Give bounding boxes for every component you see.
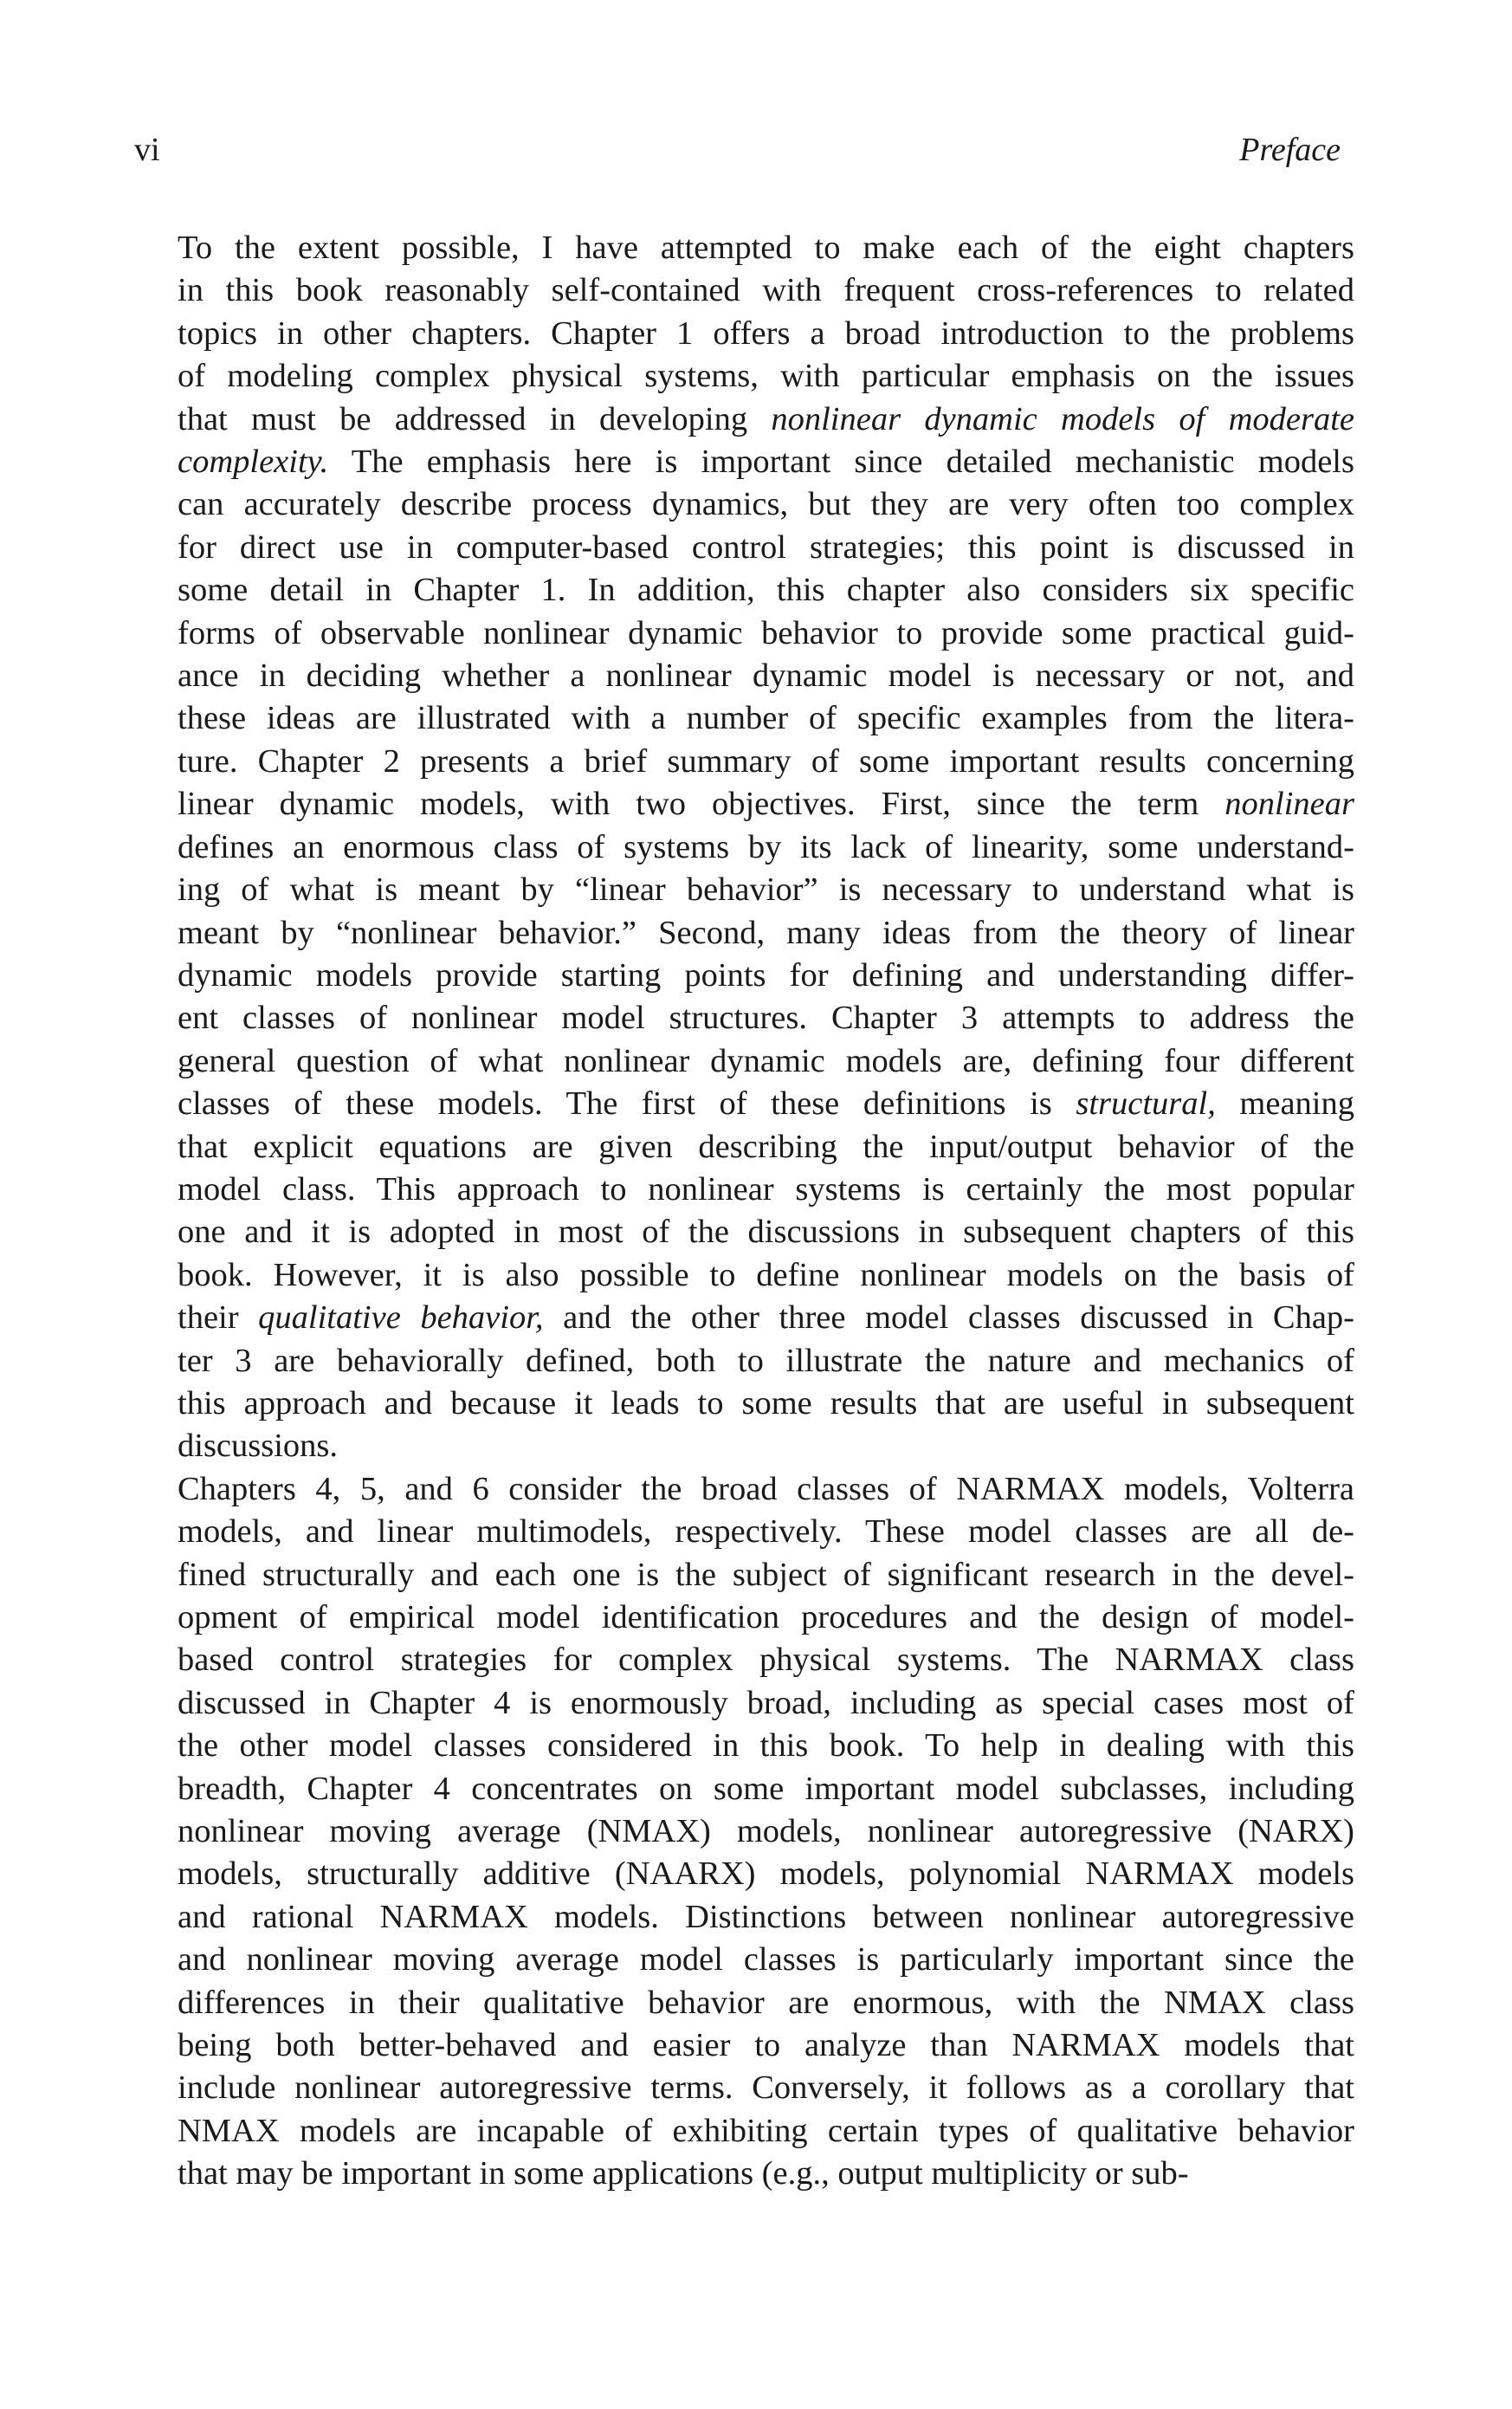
text-line bbox=[178, 1425, 1354, 1467]
text-run: their bbox=[178, 1299, 259, 1337]
text-run: meant by “nonlinear behavior.” Second, many ideas from the theory of linear bbox=[178, 914, 1354, 951]
text-line bbox=[178, 1896, 1354, 1939]
text-run: based control strategies for complex physical systems. The NARMAX class bbox=[178, 1642, 1354, 1679]
text-run: The emphasis here is important since detailed mechanistic models bbox=[328, 444, 1354, 481]
text-line bbox=[178, 955, 1354, 997]
text-line bbox=[178, 1768, 1354, 1810]
text-run: and the other three model classes discussed in Chap- bbox=[543, 1299, 1355, 1337]
text-run: include nonlinear autoregressive terms. Conversely, it follows as a corollary that bbox=[178, 2069, 1354, 2107]
text-run: classes of these models. The first of these definitions is bbox=[178, 1085, 1076, 1123]
text-run: for direct use in computer-based control strategies; this point is discussed in bbox=[178, 528, 1354, 566]
text-run: breadth, Chapter 4 concentrates on some important model subclasses, including bbox=[178, 1770, 1354, 1807]
text-line bbox=[178, 527, 1354, 569]
text-run: topics in other chapters. Chapter 1 offers a broad introduction to the problems bbox=[178, 314, 1354, 352]
text-line bbox=[178, 1596, 1354, 1639]
text-run: ter 3 are behaviorally defined, both to illustrate the nature and mechanics of bbox=[178, 1342, 1354, 1379]
text-run: general question of what nonlinear dynamic models are, defining four different bbox=[178, 1042, 1354, 1079]
text-run: opment of empirical model identification procedures and the design of model- bbox=[178, 1599, 1354, 1635]
text-line bbox=[178, 1682, 1354, 1725]
text-line bbox=[178, 1211, 1354, 1253]
text-line bbox=[178, 655, 1354, 697]
text-run: ture. Chapter 2 presents a brief summary of some important results concerning bbox=[178, 742, 1354, 780]
text-run: differences in their qualitative behavior are enormous, with the NMAX class bbox=[178, 1984, 1354, 2021]
text-run: the other model classes considered in this book. To help in dealing with this bbox=[178, 1727, 1354, 1765]
text-run: models, and linear multimodels, respectively. These model classes are all de- bbox=[178, 1513, 1354, 1551]
text-line bbox=[178, 1126, 1354, 1169]
text-run: model class. This approach to nonlinear systems is certainly the most popular bbox=[178, 1170, 1354, 1208]
text-line bbox=[178, 227, 1354, 269]
text-run: these ideas are illustrated with a number of specific examples from the litera- bbox=[178, 700, 1354, 737]
text-run: linear dynamic models, with two objectives. First, since the term bbox=[178, 786, 1225, 823]
text-run: Chapters 4, 5, and 6 consider the broad classes of NARMAX models, Volterra bbox=[178, 1470, 1354, 1507]
text-line bbox=[178, 1383, 1354, 1425]
text-line bbox=[178, 355, 1354, 398]
text-line bbox=[178, 1340, 1354, 1383]
text-line bbox=[178, 2024, 1354, 2067]
text-line bbox=[178, 1939, 1354, 1981]
text-run: complexity. bbox=[178, 444, 329, 481]
text-run: meaning bbox=[1215, 1085, 1354, 1123]
text-run: discussed in Chapter 4 is enormously broad, including as special cases most of bbox=[178, 1684, 1354, 1721]
text-line bbox=[178, 1554, 1354, 1596]
text-line bbox=[178, 313, 1354, 355]
text-line bbox=[178, 1725, 1354, 1767]
text-run: and rational NARMAX models. Distinctions between nonlinear autoregressive bbox=[178, 1898, 1354, 1935]
text-run: that must be addressed in developing bbox=[178, 400, 772, 437]
text-run: ance in deciding whether a nonlinear dynamic model is necessary or not, and bbox=[178, 657, 1354, 695]
text-line bbox=[178, 269, 1354, 312]
text-line bbox=[178, 2153, 1354, 2195]
text-run: forms of observable nonlinear dynamic behavior to provide some practical guid- bbox=[178, 614, 1354, 651]
text-line bbox=[178, 2110, 1354, 2153]
text-run: qualitative behavior, bbox=[258, 1299, 544, 1337]
text-run: being both better-behaved and easier to analyze than NARMAX models that bbox=[178, 2027, 1354, 2064]
running-head: Preface bbox=[1239, 132, 1341, 168]
text-line bbox=[178, 1254, 1354, 1297]
page-header bbox=[134, 128, 1341, 172]
text-line bbox=[178, 441, 1354, 483]
text-run: defines an enormous class of systems by its lack of linearity, some understand- bbox=[178, 828, 1354, 865]
text-run: that may be important in some applications (e.g., output multiplicity or sub- bbox=[178, 2155, 1189, 2192]
text-line bbox=[178, 1511, 1354, 1553]
text-run: dynamic models provide starting points for defining and understanding differ- bbox=[178, 956, 1354, 994]
text-line bbox=[178, 483, 1354, 526]
text-run: discussions. bbox=[178, 1428, 339, 1465]
text-line bbox=[178, 826, 1354, 869]
text-line bbox=[178, 1639, 1354, 1681]
text-run: of modeling complex physical systems, with particular emphasis on the issues bbox=[178, 358, 1354, 395]
text-run: To the extent possible, I have attempted to make each of the eight chapters bbox=[178, 230, 1354, 266]
text-line bbox=[178, 1810, 1354, 1853]
text-line bbox=[178, 1040, 1354, 1083]
text-line bbox=[178, 1169, 1354, 1211]
text-run: ing of what is meant by “linear behavior” is necessary to understand what is bbox=[178, 871, 1354, 909]
text-run: this approach and because it leads to some results that are useful in subsequent bbox=[178, 1384, 1354, 1421]
text-run: structural, bbox=[1076, 1085, 1216, 1123]
text-run: NMAX models are incapable of exhibiting certain types of qualitative behavior bbox=[178, 2112, 1354, 2149]
text-line bbox=[178, 1982, 1354, 2024]
text-line bbox=[178, 1853, 1354, 1895]
text-line bbox=[178, 398, 1354, 441]
text-line bbox=[178, 783, 1354, 826]
text-run: fined structurally and each one is the subject of significant research in the devel- bbox=[178, 1556, 1354, 1593]
text-run: nonlinear bbox=[1224, 786, 1354, 823]
paragraph bbox=[178, 1468, 1354, 2196]
text-run: models, structurally additive (NAARX) models, polynomial NARMAX models bbox=[178, 1855, 1354, 1893]
text-run: book. However, it is also possible to define nonlinear models on the basis of bbox=[178, 1256, 1354, 1293]
text-line bbox=[178, 1083, 1354, 1125]
text-run: and nonlinear moving average model classes is particularly important since the bbox=[178, 1941, 1354, 1978]
text-run: that explicit equations are given describing the input/output behavior of the bbox=[178, 1128, 1354, 1165]
text-line bbox=[178, 741, 1354, 783]
text-run: nonlinear moving average (NMAX) models, nonlinear autoregressive (NARX) bbox=[178, 1813, 1354, 1850]
text-line bbox=[178, 869, 1354, 911]
text-run: nonlinear dynamic models of moderate bbox=[771, 400, 1354, 437]
text-run: in this book reasonably self-contained with frequent cross-references to related bbox=[178, 272, 1354, 309]
text-line bbox=[178, 1297, 1354, 1339]
body-text bbox=[178, 227, 1354, 2196]
page-number: vi bbox=[134, 132, 160, 168]
text-line bbox=[178, 1468, 1354, 1511]
text-line bbox=[178, 612, 1354, 655]
text-run: can accurately describe process dynamics, but they are very often too complex bbox=[178, 486, 1354, 523]
text-run: some detail in Chapter 1. In addition, this chapter also considers six specific bbox=[178, 572, 1354, 609]
text-run: ent classes of nonlinear model structures. Chapter 3 attempts to address the bbox=[178, 1000, 1354, 1037]
text-line bbox=[178, 997, 1354, 1039]
text-line bbox=[178, 697, 1354, 740]
text-line bbox=[178, 569, 1354, 612]
text-line bbox=[178, 912, 1354, 955]
paragraph bbox=[178, 227, 1354, 1468]
text-line bbox=[178, 2067, 1354, 2109]
text-run: one and it is adopted in most of the discussions in subsequent chapters of this bbox=[178, 1214, 1354, 1251]
